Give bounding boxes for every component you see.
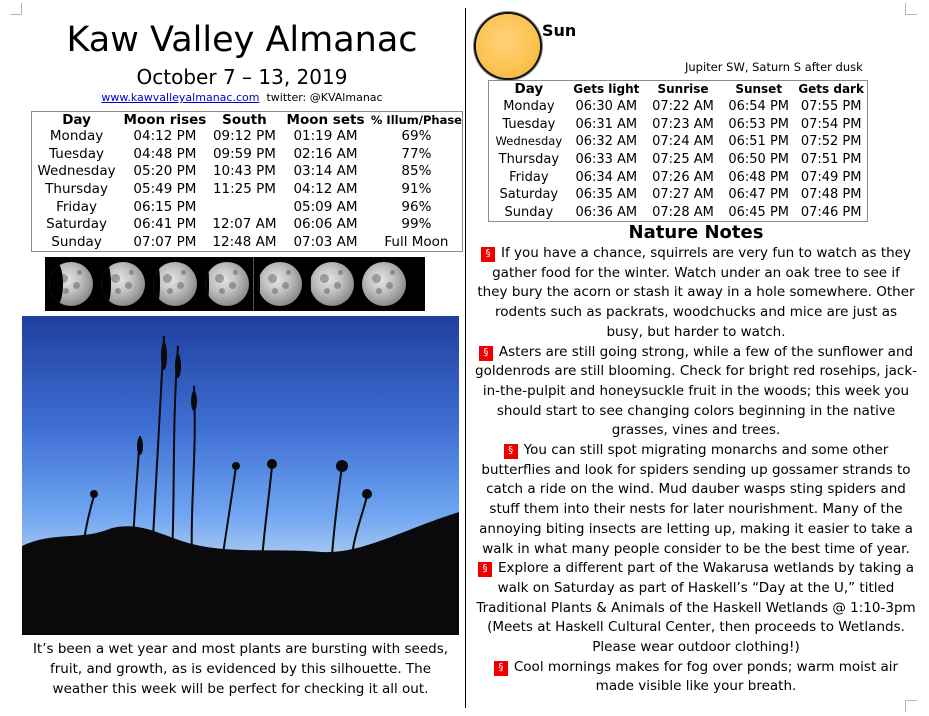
sun-gets-light: 06:31 AM: [575, 116, 638, 132]
nature-note: [475, 441, 917, 559]
nature-notes: [475, 244, 917, 697]
table-row: [32, 234, 463, 252]
moon-set: 05:09 AM: [293, 198, 358, 215]
sun-header-sunset: Sunset: [735, 82, 783, 96]
sun-sunrise: 07:28 AM: [652, 204, 714, 220]
sun-day: Wednesday: [495, 134, 563, 149]
moon-illum: 96%: [401, 198, 432, 215]
table-row: [32, 216, 463, 234]
moon-south: 09:59 PM: [212, 145, 276, 162]
sun-label: Sun: [542, 21, 577, 40]
sun-sunset: 06:45 PM: [728, 204, 790, 220]
moon-phase-icon: [205, 262, 249, 306]
sun-gets-light: 06:36 AM: [575, 204, 638, 220]
table-row: [489, 98, 868, 116]
note-text: If you have a chance, squirrels are very fun to watch as they gather food for the winter. Watch under an oak tree to see if they bury the acorn or stash it away in a hole somewhere. Other rodents such as packrats, woodchucks and mice are just as busy, but harder to watch.: [477, 245, 915, 340]
crop-mark: [905, 700, 906, 712]
sun-table: [488, 80, 868, 222]
moon-south: 12:48 AM: [212, 233, 277, 250]
moon-table: [31, 111, 463, 252]
moon-set: 07:03 AM: [293, 233, 358, 250]
nature-note: [475, 559, 917, 658]
moon-illum: 91%: [401, 181, 432, 198]
moon-set: 02:16 AM: [293, 145, 358, 162]
sun-header-sunrise: Sunrise: [657, 82, 709, 96]
sun-gets-dark: 07:54 PM: [800, 116, 862, 132]
moon-table-header: [32, 112, 463, 129]
sun-header-gets-light: Gets light: [573, 82, 640, 96]
sun-gets-light: 06:30 AM: [575, 99, 638, 115]
phase-separator: [253, 257, 254, 311]
moon-south: 11:25 PM: [212, 181, 276, 198]
nature-note: [475, 244, 917, 343]
crop-mark: [905, 700, 917, 701]
sun-sunrise: 07:27 AM: [652, 187, 714, 203]
website-link[interactable]: www.kawvalleyalmanac.com: [101, 91, 260, 104]
crop-mark: [21, 3, 22, 15]
sun-sunset: 06:53 PM: [728, 116, 790, 132]
note-text: Cool mornings makes for fog over ponds; warm moist air made visible like your breath.: [513, 658, 899, 695]
sun-gets-dark: 07:49 PM: [800, 169, 862, 185]
moon-day: Monday: [49, 128, 104, 145]
moon-rise: 04:12 PM: [133, 128, 197, 145]
moon-day: Wednesday: [37, 163, 116, 180]
table-row: [32, 128, 463, 146]
table-row: [489, 204, 868, 222]
moon-rise: 05:49 PM: [133, 181, 197, 198]
table-row: [489, 116, 868, 134]
moon-south: 12:07 AM: [212, 216, 277, 233]
sun-sunrise: 07:26 AM: [652, 169, 714, 185]
sun-gets-dark: 07:46 PM: [800, 204, 862, 220]
moon-set: 03:14 AM: [293, 163, 358, 180]
table-row: [32, 198, 463, 216]
moon-header-day: Day: [62, 112, 91, 128]
sun-table-header: [489, 81, 868, 99]
sun-sunrise: 07:25 AM: [652, 152, 714, 168]
moon-phase-strip: [45, 257, 425, 311]
moon-set: 06:06 AM: [293, 216, 358, 233]
twitter-handle: twitter: @KVAlmanac: [266, 91, 383, 104]
sun-header-day: Day: [514, 81, 544, 97]
moon-rise: 06:15 PM: [133, 198, 197, 215]
moon-phase-icon: [153, 262, 197, 306]
moon-header-south: South: [222, 112, 267, 128]
sun-gets-dark: 07:55 PM: [800, 99, 862, 115]
moon-illum: 85%: [401, 163, 432, 180]
sun-gets-light: 06:32 AM: [575, 134, 638, 150]
moon-phase-icon: [49, 262, 93, 306]
moon-header-sets: Moon sets: [286, 112, 365, 128]
moon-south: 10:43 PM: [212, 163, 276, 180]
note-text: Explore a different part of the Wakarusa wetlands by taking a walk on Saturday as part of Haskell’s “Day at the U,” titled Traditional Plants & Animals of the Haskell Wetlands @ 1:10-3pm (Meets at Haskell Cultural Center, then proceeds to Wetlands. Please wear outdoor clothing!): [476, 560, 916, 656]
sun-day: Monday: [503, 99, 555, 115]
note-text: Asters are still going strong, while a few of the sunflower and goldenrods are still blooming. Check for bright red rosehips, jack-in-the-pulpit and honeysuckle fruit in the woods; this week you should start to see changing colors beginning in the native grasses, vines and trees.: [475, 343, 918, 439]
table-row: [32, 146, 463, 164]
moon-set: 04:12 AM: [293, 181, 358, 198]
sun-day: Friday: [509, 169, 549, 185]
moon-illum: Full Moon: [384, 233, 449, 250]
moon-phase-icon: [258, 262, 302, 306]
date-range: October 7 – 13, 2019: [136, 65, 348, 89]
moon-illum: 77%: [401, 145, 432, 162]
sun-gets-dark: 07:52 PM: [800, 134, 862, 150]
sun-sunset: 06:51 PM: [728, 134, 790, 150]
column-divider: [465, 8, 466, 708]
moon-south: 09:12 PM: [212, 128, 276, 145]
section-marker-icon: §: [479, 346, 493, 361]
moon-day: Friday: [56, 198, 98, 215]
moon-phase-icon: [101, 262, 145, 306]
moon-day: Sunday: [51, 233, 102, 250]
sun-gets-light: 06:35 AM: [575, 187, 638, 203]
moon-header-illum: % Illum/Phase: [370, 113, 462, 127]
section-marker-icon: §: [494, 661, 508, 676]
moon-rise: 06:41 PM: [133, 216, 197, 233]
moon-rise: 05:20 PM: [133, 163, 197, 180]
table-row: [489, 186, 868, 204]
nature-notes-title: Nature Notes: [628, 222, 764, 243]
moon-header-rises: Moon rises: [123, 112, 207, 128]
note-text: You can still spot migrating monarchs and some other butterflies and look for spiders sending up gossamer strands to catch a ride on the wind. Mud dauber wasps sting spiders and stuff them into their nests for later nourishment. Many of the annoying biting insects are letting up, making it easier to take a walk in what many people consider to be the best time of year.: [479, 442, 913, 557]
sun-sunrise: 07:23 AM: [652, 116, 714, 132]
moon-illum: 69%: [401, 128, 432, 145]
moon-south: [209, 198, 280, 216]
nature-note: [475, 658, 917, 697]
moon-rise: 04:48 PM: [133, 145, 197, 162]
sun-gets-dark: 07:51 PM: [800, 152, 862, 168]
photo-caption: It’s been a wet year and most plants are bursting with seeds, fruit, and growth, as is evidenced by this silhouette. The weather this week will be perfect for checking it all out.: [32, 641, 449, 697]
table-row: [32, 163, 463, 181]
sun-sunset: 06:54 PM: [728, 99, 790, 115]
crop-mark: [905, 3, 906, 15]
moon-rise: 07:07 PM: [133, 233, 197, 250]
moon-day: Saturday: [46, 216, 107, 233]
prairie-silhouette-photo: [22, 316, 459, 635]
table-row: [489, 168, 868, 186]
sun-sunset: 06:50 PM: [728, 152, 790, 168]
moon-phase-icon: [362, 262, 406, 306]
table-row: [489, 151, 868, 169]
sun-gets-dark: 07:48 PM: [800, 187, 862, 203]
sun-sunrise: 07:24 AM: [652, 134, 714, 150]
nature-note: [475, 343, 917, 442]
sun-icon: [476, 14, 540, 78]
moon-phase-icon: [310, 262, 354, 306]
moon-illum: 99%: [401, 216, 432, 233]
almanac-title: Kaw Valley Almanac: [66, 20, 418, 60]
sun-day: Sunday: [504, 204, 554, 220]
sun-sunset: 06:47 PM: [728, 187, 790, 203]
section-marker-icon: §: [478, 562, 492, 577]
crop-mark: [905, 14, 917, 15]
sun-header-gets-dark: Gets dark: [798, 82, 864, 96]
section-marker-icon: §: [504, 444, 518, 459]
section-marker-icon: §: [481, 247, 495, 262]
moon-day: Thursday: [45, 181, 108, 198]
table-row: [489, 133, 868, 151]
sun-day: Tuesday: [502, 116, 556, 132]
sun-day: Thursday: [498, 152, 560, 168]
planets-note: Jupiter SW, Saturn S after dusk: [685, 60, 863, 74]
moon-day: Tuesday: [49, 145, 105, 162]
sun-gets-light: 06:34 AM: [575, 169, 638, 185]
sun-sunset: 06:48 PM: [728, 169, 790, 185]
sun-gets-light: 06:33 AM: [575, 152, 638, 168]
moon-set: 01:19 AM: [293, 128, 358, 145]
sun-sunrise: 07:22 AM: [652, 99, 714, 115]
sun-day: Saturday: [499, 187, 559, 203]
links-line: [40, 91, 444, 105]
table-row: [32, 181, 463, 199]
